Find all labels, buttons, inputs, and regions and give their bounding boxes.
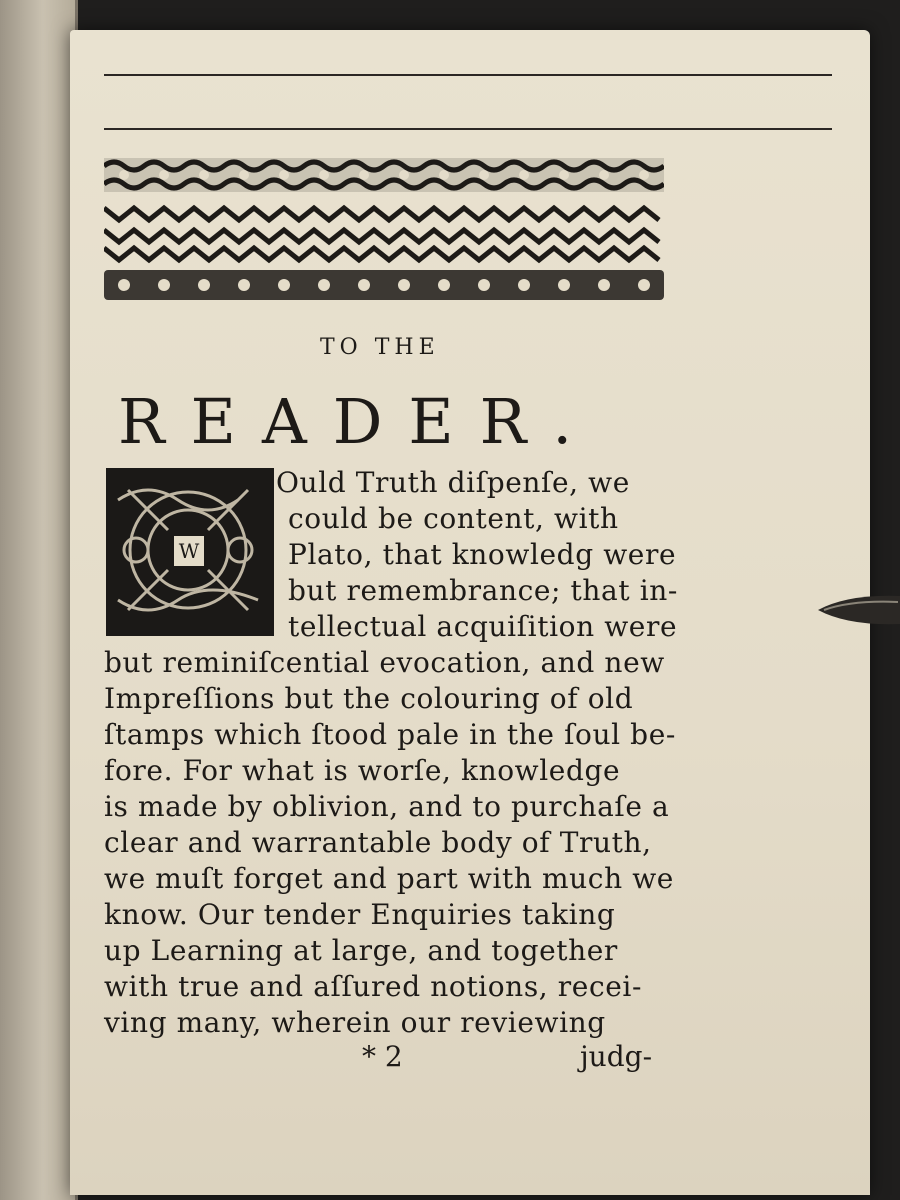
heading-reader: READER.: [118, 385, 599, 458]
text-line: but reminiſcential evocation, and new: [104, 646, 665, 679]
ornamental-headpiece: [104, 158, 664, 304]
book-page: [70, 30, 870, 1195]
text-line: ſtamps which ſtood pale in the ſoul be-: [104, 718, 676, 751]
catchword: judg-: [580, 1040, 653, 1073]
text-line: we muſt forget and part with much we: [104, 862, 674, 895]
facing-page-edge: [0, 0, 78, 1200]
text-line: know. Our tender Enquiries taking: [104, 898, 616, 931]
top-rule: [104, 74, 832, 76]
text-line: fore. For what is worſe, knowledge: [104, 754, 621, 787]
decorated-initial: [106, 468, 274, 636]
text-line: Impreſſions but the colouring of old: [104, 682, 634, 715]
text-line: ving many, wherein our reviewing: [104, 1006, 606, 1039]
text-line: with true and aſſured notions, recei-: [104, 970, 643, 1003]
signature-mark: * 2: [362, 1040, 403, 1073]
page-clip-tool: [818, 590, 900, 630]
text-line: up Learning at large, and together: [104, 934, 618, 967]
text-line: clear and warrantable body of Truth,: [104, 826, 652, 859]
initial-letter: W: [174, 536, 204, 566]
text-line: is made by oblivion, and to purchaſe a: [104, 790, 670, 823]
second-rule: [104, 128, 832, 130]
text-line: tellectual acquiſition were: [288, 610, 678, 643]
text-line: but remembrance; that in-: [288, 574, 678, 607]
heading-to-the: TO THE: [320, 335, 440, 360]
text-line: Plato, that knowledg were: [288, 538, 677, 571]
text-line: Ould Truth diſpenſe, we: [276, 466, 630, 499]
text-line: could be content, with: [288, 502, 619, 535]
